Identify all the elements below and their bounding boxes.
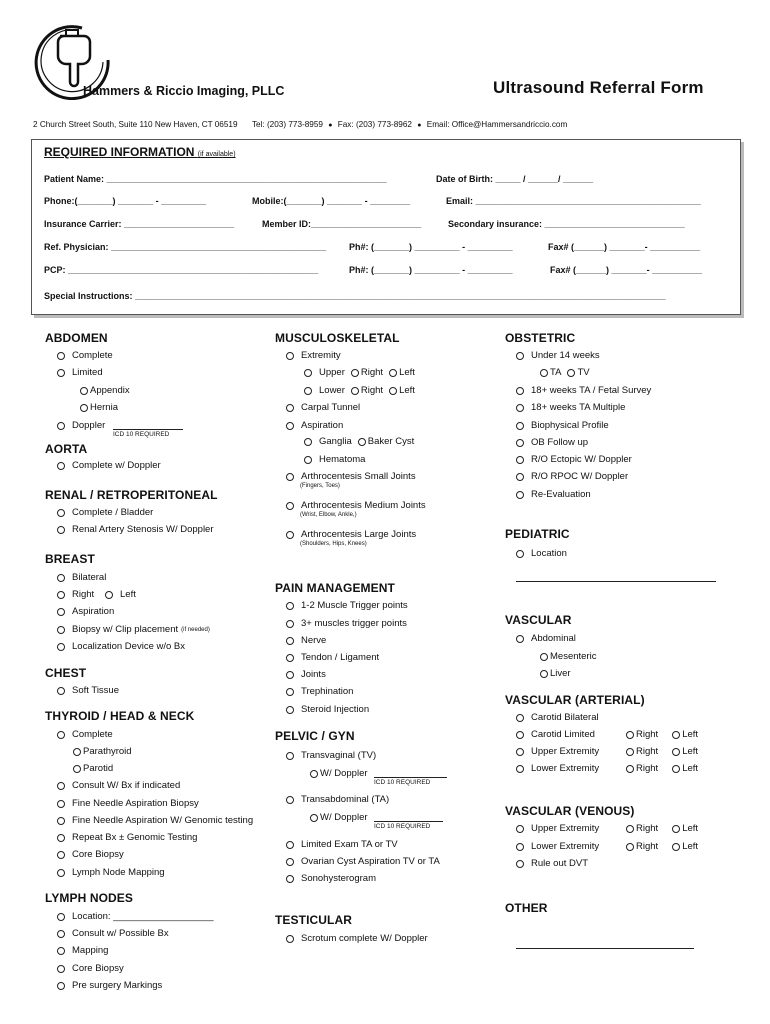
abdomen-limited[interactable]: Limited	[57, 367, 103, 378]
radio-icon[interactable]	[310, 770, 318, 778]
vascular-abdominal[interactable]: Abdominal	[516, 633, 576, 644]
pelvic-ta-doppler[interactable]: W/ Doppler	[310, 812, 368, 823]
abdomen-hernia[interactable]: Hernia	[80, 402, 118, 413]
special-instructions-field[interactable]: Special Instructions: __________________________________________________________________________________________________________	[44, 291, 666, 301]
lymph-core-biopsy[interactable]: Core Biopsy	[57, 963, 124, 974]
pain-tendon[interactable]: Tendon / Ligament	[286, 652, 379, 663]
arterial-lower-right-left[interactable]: Right Left	[620, 763, 698, 774]
pcp-phone-field[interactable]: Ph#: (_______) _________ - _________	[349, 265, 513, 275]
radio-icon[interactable]	[286, 858, 294, 866]
arterial-upper[interactable]: Upper Extremity	[516, 746, 599, 757]
testicular-scrotum[interactable]: Scrotum complete W/ Doppler	[286, 933, 428, 944]
ob-ta-tv-row[interactable]: TA TV	[540, 367, 590, 378]
radio-icon[interactable]	[57, 965, 65, 973]
address: 2 Church Street South, Suite 110 New Haven, CT 06519	[33, 120, 238, 129]
radio-icon[interactable]	[57, 930, 65, 938]
pediatric-location-line[interactable]	[516, 581, 716, 582]
breast-biopsy[interactable]: Biopsy w/ Clip placement (if needed)	[57, 624, 210, 635]
breast-left[interactable]: Left	[105, 589, 136, 600]
arterial-limited-right-left[interactable]: Right Left	[620, 729, 698, 740]
testicular-title: TESTICULAR	[275, 913, 352, 927]
radio-icon[interactable]	[57, 687, 65, 695]
radio-icon[interactable]	[286, 473, 294, 481]
radio-icon[interactable]	[672, 731, 680, 739]
phone-field[interactable]: Phone:(_______) _______ - _________	[44, 196, 207, 206]
thyroid-repeat-bx[interactable]: Repeat Bx ± Genomic Testing	[57, 832, 197, 843]
email-field[interactable]: Email: _____________________________________________	[446, 196, 701, 206]
ob-follow-up[interactable]: OB Follow up	[516, 437, 588, 448]
radio-icon[interactable]	[516, 352, 524, 360]
radio-icon[interactable]	[672, 843, 680, 851]
ref-physician-field[interactable]: Ref. Physician: ___________________________________________	[44, 242, 327, 252]
arth-large-note: (Shoulders, Hips, Knees)	[300, 541, 367, 547]
radio-icon[interactable]	[516, 765, 524, 773]
pain-joints[interactable]: Joints	[286, 669, 326, 680]
radio-icon[interactable]	[672, 825, 680, 833]
pelvic-ovarian[interactable]: Ovarian Cyst Aspiration TV or TA	[286, 856, 440, 867]
radio-icon[interactable]	[57, 913, 65, 921]
patient-name-field[interactable]: Patient Name: ________________________________________________________	[44, 174, 387, 184]
thyroid-fna[interactable]: Fine Needle Aspiration Biopsy	[57, 798, 199, 809]
radio-icon[interactable]	[57, 834, 65, 842]
fax: Fax: (203) 773-8962	[337, 120, 412, 129]
arterial-title: VASCULAR (ARTERIAL)	[505, 693, 645, 707]
radio-icon[interactable]	[286, 796, 294, 804]
ob-biophysical[interactable]: Biophysical Profile	[516, 420, 609, 431]
radio-icon[interactable]	[516, 843, 524, 851]
msk-lower-row[interactable]: Lower Right Left	[304, 385, 415, 396]
radio-icon[interactable]	[286, 352, 294, 360]
radio-icon[interactable]	[73, 748, 81, 756]
radio-icon[interactable]	[310, 814, 318, 822]
lymph-mapping[interactable]: Mapping	[57, 945, 108, 956]
form-title: Ultrasound Referral Form	[493, 78, 704, 97]
lymph-location[interactable]: Location: ___________________	[57, 911, 214, 922]
msk-ganglia-row[interactable]: Ganglia Baker Cyst	[304, 436, 414, 447]
vascular-liver[interactable]: Liver	[540, 668, 571, 679]
venous-upper-right-left[interactable]: Right Left	[620, 823, 698, 834]
radio-icon[interactable]	[57, 626, 65, 634]
radio-icon[interactable]	[57, 608, 65, 616]
radio-icon[interactable]	[516, 404, 524, 412]
venous-upper[interactable]: Upper Extremity	[516, 823, 599, 834]
chest-title: CHEST	[45, 666, 87, 680]
icd-required-note: ICD 10 REQUIRED	[374, 777, 447, 786]
radio-icon[interactable]	[672, 765, 680, 773]
chest-soft-tissue[interactable]: Soft Tissue	[57, 685, 119, 696]
radio-icon[interactable]	[358, 438, 366, 446]
vascular-mesenteric[interactable]: Mesenteric	[540, 651, 596, 662]
renal-complete-bladder[interactable]: Complete / Bladder	[57, 507, 153, 518]
thyroid-fna-genomic[interactable]: Fine Needle Aspiration W/ Genomic testing	[57, 815, 253, 826]
radio-icon[interactable]	[286, 620, 294, 628]
pelvic-tv-doppler[interactable]: W/ Doppler	[310, 768, 368, 779]
pcp-fax-field[interactable]: Fax# (______) _______- __________	[550, 265, 703, 275]
radio-icon[interactable]	[57, 574, 65, 582]
radio-icon[interactable]	[80, 404, 88, 412]
radio-icon[interactable]	[57, 869, 65, 877]
venous-lower[interactable]: Lower Extremity	[516, 841, 599, 852]
radio-icon[interactable]	[351, 369, 359, 377]
other-line[interactable]	[516, 948, 694, 949]
radio-icon[interactable]	[286, 602, 294, 610]
radio-icon[interactable]	[304, 369, 312, 377]
breast-title: BREAST	[45, 552, 95, 566]
radio-icon[interactable]	[626, 748, 634, 756]
radio-icon[interactable]	[516, 422, 524, 430]
thyroid-complete[interactable]: Complete	[57, 729, 113, 740]
radio-icon[interactable]	[105, 591, 113, 599]
arth-small-note: (Fingers, Toes)	[300, 483, 340, 489]
thyroid-core-biopsy[interactable]: Core Biopsy	[57, 849, 124, 860]
arterial-upper-right-left[interactable]: Right Left	[620, 746, 698, 757]
radio-icon[interactable]	[516, 635, 524, 643]
icd-required-note: ICD 10 REQUIRED	[374, 821, 443, 830]
radio-icon[interactable]	[57, 800, 65, 808]
radio-icon[interactable]	[516, 439, 524, 447]
ob-under-14[interactable]: Under 14 weeks	[516, 350, 600, 361]
breast-localization[interactable]: Localization Device w/o Bx	[57, 641, 185, 652]
lymph-pre-surgery[interactable]: Pre surgery Markings	[57, 980, 162, 991]
radio-icon[interactable]	[57, 591, 65, 599]
abdomen-appendix[interactable]: Appendix	[80, 385, 130, 396]
lymph-consult[interactable]: Consult w/ Possible Bx	[57, 928, 169, 939]
ob-ectopic[interactable]: R/O Ectopic W/ Doppler	[516, 454, 632, 465]
msk-arth-medium[interactable]: Arthrocentesis Medium Joints	[286, 500, 426, 511]
msk-extremity[interactable]: Extremity	[286, 350, 341, 361]
pelvic-tv[interactable]: Transvaginal (TV)	[286, 750, 376, 761]
radio-icon[interactable]	[57, 526, 65, 534]
radio-icon[interactable]	[516, 456, 524, 464]
ref-fax-field[interactable]: Fax# (______) _______- __________	[548, 242, 701, 252]
required-note: (if available)	[197, 151, 236, 158]
bullet: ●	[417, 122, 422, 129]
thyroid-parathyroid[interactable]: Parathyroid	[73, 746, 132, 757]
renal-artery-stenosis[interactable]: Renal Artery Stenosis W/ Doppler	[57, 524, 214, 535]
venous-lower-right-left[interactable]: Right Left	[620, 841, 698, 852]
pain-title: PAIN MANAGEMENT	[275, 581, 395, 595]
ob-18-multiple[interactable]: 18+ weeks TA Multiple	[516, 402, 625, 413]
radio-icon[interactable]	[626, 765, 634, 773]
radio-icon[interactable]	[516, 387, 524, 395]
aorta-complete[interactable]: Complete w/ Doppler	[57, 460, 161, 471]
thyroid-parotid[interactable]: Parotid	[73, 763, 113, 774]
member-id-field[interactable]: Member ID:______________________	[262, 219, 422, 229]
thyroid-title: THYROID / HEAD & NECK	[45, 709, 195, 723]
thyroid-lymph-mapping[interactable]: Lymph Node Mapping	[57, 867, 165, 878]
radio-icon[interactable]	[540, 670, 548, 678]
msk-arth-large[interactable]: Arthrocentesis Large Joints	[286, 529, 416, 540]
radio-icon[interactable]	[304, 438, 312, 446]
pain-1-2-trigger[interactable]: 1-2 Muscle Trigger points	[286, 600, 408, 611]
pain-nerve[interactable]: Nerve	[286, 635, 326, 646]
abdomen-complete[interactable]: Complete	[57, 350, 113, 361]
radio-icon[interactable]	[286, 502, 294, 510]
radio-icon[interactable]	[57, 352, 65, 360]
radio-icon[interactable]	[626, 825, 634, 833]
pain-trephination[interactable]: Trephination	[286, 686, 353, 697]
radio-icon[interactable]	[57, 982, 65, 990]
vascular-title: VASCULAR	[505, 613, 572, 627]
radio-icon[interactable]	[304, 387, 312, 395]
ref-phone-field[interactable]: Ph#: (_______) _________ - _________	[349, 242, 513, 252]
arterial-lower[interactable]: Lower Extremity	[516, 763, 599, 774]
abdomen-doppler[interactable]: Doppler	[57, 420, 105, 431]
msk-arth-small[interactable]: Arthrocentesis Small Joints	[286, 471, 416, 482]
insurance-field[interactable]: Insurance Carrier: ______________________	[44, 219, 235, 229]
radio-icon[interactable]	[516, 473, 524, 481]
radio-icon[interactable]	[540, 653, 548, 661]
arterial-carotid-bilateral[interactable]: Carotid Bilateral	[516, 712, 599, 723]
breast-aspiration[interactable]: Aspiration	[57, 606, 114, 617]
tel: Tel: (203) 773-8959	[251, 120, 323, 129]
radio-icon[interactable]	[286, 654, 294, 662]
pain-3-trigger[interactable]: 3+ muscles trigger points	[286, 618, 407, 629]
msk-title: MUSCULOSKELETAL	[275, 331, 400, 345]
radio-icon[interactable]	[516, 714, 524, 722]
radio-icon[interactable]	[516, 550, 524, 558]
radio-icon[interactable]	[286, 688, 294, 696]
venous-dvt[interactable]: Rule out DVT	[516, 858, 588, 869]
pelvic-ta[interactable]: Transabdominal (TA)	[286, 794, 389, 805]
breast-right[interactable]: Right	[57, 589, 94, 600]
radio-icon[interactable]	[351, 387, 359, 395]
other-title: OTHER	[505, 901, 548, 915]
arth-medium-note: (Wrist, Elbow, Ankle,)	[300, 512, 357, 518]
radio-icon[interactable]	[57, 851, 65, 859]
radio-icon[interactable]	[516, 825, 524, 833]
radio-icon[interactable]	[286, 671, 294, 679]
msk-hematoma[interactable]: Hematoma	[304, 454, 365, 465]
renal-title: RENAL / RETROPERITONEAL	[45, 488, 218, 502]
msk-carpal[interactable]: Carpal Tunnel	[286, 402, 360, 413]
radio-icon[interactable]	[286, 706, 294, 714]
radio-icon[interactable]	[389, 387, 397, 395]
radio-icon[interactable]	[286, 531, 294, 539]
email: Email: Office@Hammersandriccio.com	[426, 120, 568, 129]
radio-icon[interactable]	[57, 643, 65, 651]
radio-icon[interactable]	[626, 731, 634, 739]
radio-icon[interactable]	[57, 731, 65, 739]
pelvic-limited[interactable]: Limited Exam TA or TV	[286, 839, 398, 850]
dob-field[interactable]: Date of Birth: _____ / ______/ ______	[436, 174, 594, 184]
contact-line	[33, 120, 567, 129]
ob-rpoc[interactable]: R/O RPOC W/ Doppler	[516, 471, 628, 482]
mobile-field[interactable]: Mobile:(_______) _______ - ________	[252, 196, 411, 206]
lymph-title: LYMPH NODES	[45, 891, 134, 905]
biopsy-note: (if needed)	[181, 626, 210, 633]
pelvic-sonohysterogram[interactable]: Sonohysterogram	[286, 873, 376, 884]
radio-icon[interactable]	[672, 748, 680, 756]
radio-icon[interactable]	[516, 748, 524, 756]
radio-icon[interactable]	[516, 491, 524, 499]
pain-steroid[interactable]: Steroid Injection	[286, 704, 369, 715]
radio-icon[interactable]	[57, 782, 65, 790]
radio-icon[interactable]	[57, 422, 65, 430]
radio-icon[interactable]	[57, 947, 65, 955]
pelvic-title: PELVIC / GYN	[275, 729, 355, 743]
venous-title: VASCULAR (VENOUS)	[505, 804, 635, 818]
radio-icon[interactable]	[567, 369, 575, 377]
radio-icon[interactable]	[286, 841, 294, 849]
radio-icon[interactable]	[304, 456, 312, 464]
pediatric-title: PEDIATRIC	[505, 527, 570, 541]
abdomen-title: ABDOMEN	[45, 331, 108, 345]
radio-icon[interactable]	[516, 731, 524, 739]
radio-icon[interactable]	[389, 369, 397, 377]
radio-icon[interactable]	[57, 817, 65, 825]
pcp-field[interactable]: PCP: __________________________________________________	[44, 265, 319, 275]
secondary-insurance-field[interactable]: Secondary insurance: ____________________________	[448, 219, 685, 229]
icd-required-note: ICD 10 REQUIRED	[113, 429, 183, 438]
radio-icon[interactable]	[286, 875, 294, 883]
aorta-title: AORTA	[45, 442, 88, 456]
bullet: ●	[328, 122, 333, 129]
thyroid-consult[interactable]: Consult W/ Bx if indicated	[57, 780, 180, 791]
radio-icon[interactable]	[73, 765, 81, 773]
radio-icon[interactable]	[286, 752, 294, 760]
radio-icon[interactable]	[57, 509, 65, 517]
radio-icon[interactable]	[286, 422, 294, 430]
obstetric-title: OBSTETRIC	[505, 331, 576, 345]
radio-icon[interactable]	[286, 637, 294, 645]
msk-aspiration[interactable]: Aspiration	[286, 420, 343, 431]
radio-icon[interactable]	[516, 860, 524, 868]
clinic-name: Hammers & Riccio Imaging, PLLC	[83, 84, 285, 98]
msk-upper-row[interactable]: Upper Right Left	[304, 367, 415, 378]
pediatric-location[interactable]: Location	[516, 548, 567, 559]
radio-icon[interactable]	[57, 462, 65, 470]
breast-bilateral[interactable]: Bilateral	[57, 572, 106, 583]
radio-icon[interactable]	[57, 369, 65, 377]
radio-icon[interactable]	[80, 387, 88, 395]
radio-icon[interactable]	[626, 843, 634, 851]
radio-icon[interactable]	[286, 404, 294, 412]
arterial-carotid-limited[interactable]: Carotid Limited	[516, 729, 595, 740]
ob-18-fetal[interactable]: 18+ weeks TA / Fetal Survey	[516, 385, 651, 396]
required-title: REQUIRED INFORMATION (if available)	[44, 145, 236, 159]
ob-reevaluation[interactable]: Re-Evaluation	[516, 489, 591, 500]
radio-icon[interactable]	[540, 369, 548, 377]
radio-icon[interactable]	[286, 935, 294, 943]
